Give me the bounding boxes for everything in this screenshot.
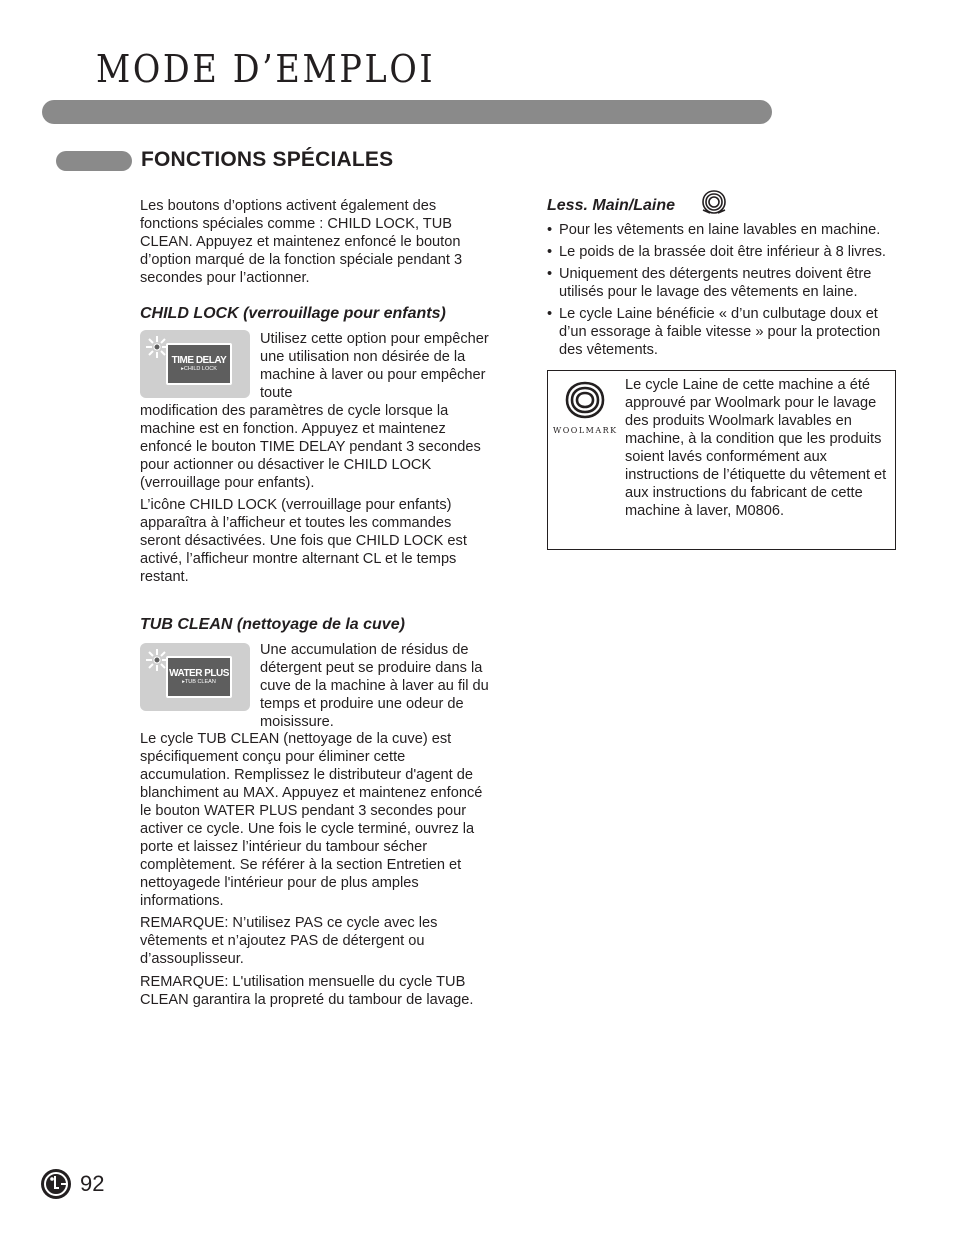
title-bar (42, 100, 772, 124)
time-delay-panel-image (140, 330, 250, 398)
child-lock-heading (140, 305, 446, 323)
time-delay-label: TIME DELAY (171, 355, 227, 366)
tub-clean-remark-2: REMARQUE: L'utilisation mensuelle du cycle TUB CLEAN garantira la propreté du tambour de lavage. (140, 974, 474, 1008)
child-lock-heading-caps: CHILD LOCK (140, 305, 239, 322)
child-lock-heading-rest: (verrouillage pour enfants) (238, 305, 446, 322)
child-lock-sublabel: ▸CHILD LOCK (181, 366, 217, 372)
woolmark-logo-text: WOOLMARK (553, 426, 618, 435)
tub-clean-sublabel: ▸TUB CLEAN (182, 679, 216, 685)
tub-clean-heading-rest: (nettoyage de la cuve) (232, 616, 405, 633)
woolmark-note-box (547, 370, 896, 550)
section-marker (56, 151, 132, 171)
water-plus-label: WATER PLUS (169, 668, 229, 679)
page-number: 92 (80, 1171, 105, 1196)
tub-clean-heading (140, 616, 405, 634)
child-lock-text-beside: Utilisez cette option pour empêcher une utilisation non désirée de la machine à laver ou pour empêcher toute (260, 331, 489, 401)
list-item: • Le cycle Laine bénéficie « d’un culbutage doux et d’un essorage à faible vitesse » pour la protection des vêtements. (547, 305, 907, 359)
woolmark-logo-icon (562, 379, 608, 423)
tub-clean-text-below: Le cycle TUB CLEAN (nettoyage de la cuve) est spécifiquement conçu pour éliminer cette accumulation. Remplissez le distributeur d'agent de blanchiment au MAX. Appuyez et maintenez enfoncé le bouton WATER PLUS pendant 3 secondes pour activer ce cycle. Une fois le cycle terminé, ouvrez la porte et laissez l’intérieur du tambour sécher complètement. Se référer à la section Entretien et nettoyagede l'intérieur pour de plus amples informations. (140, 731, 483, 909)
tub-clean-heading-caps: TUB CLEAN (140, 616, 233, 633)
list-item: • Uniquement des détergents neutres doivent être utilisés pour le lavage des vêtements en laine. (547, 265, 907, 301)
wool-bullet-list (547, 221, 907, 363)
intro-paragraph: Les boutons d’options activent également des fonctions spéciales comme : CHILD LOCK, TUB CLEAN. Appuyez et maintenez enfoncé le bouton d’option marqué de la fonction spéciale pendant 3 secondes pour l’actionner. (140, 198, 463, 286)
child-lock-text-below: modification des paramètres de cycle lorsque la machine est en fonction. Appuyez et maintenez enfoncé le bouton TIME DELAY pendant 3 secondes pour actionner ou désactiver le CHILD LOCK (verrouillage pour enfants). (140, 403, 481, 491)
tub-clean-text-beside: Une accumulation de résidus de détergent peut se produire dans la cuve de la machine à laver au fil du temps et produire une odeur de moisissure. (260, 642, 489, 730)
tub-clean-remark-1: REMARQUE: N’utilisez PAS ce cycle avec les vêtements et n’ajoutez PAS de détergent ou d’assouplisseur. (140, 915, 438, 967)
list-item: • Pour les vêtements en laine lavables en machine. (547, 221, 907, 239)
time-delay-lcd (166, 343, 232, 385)
wool-heading: Less. Main/Laine (547, 197, 676, 214)
list-item: • Le poids de la brassée doit être inférieur à 8 livres. (547, 243, 907, 261)
woolmark-note-text: Le cycle Laine de cette machine a été approuvé par Woolmark pour le lavage des produits Woolmark lavables en machine, à la condition que les produits soient lavés conformément aux instructions de l’étiquette du vêtement et aux instructions du fabricant de cette machine à laver, M0806. (625, 377, 887, 519)
child-lock-icon-text: L’icône CHILD LOCK (verrouillage pour enfants) apparaîtra à l’afficheur et toutes les commandes seront désactivées. Une fois que CHILD LOCK est activé, l’afficheur montre alternant CL et le temps restant. (140, 497, 467, 585)
water-plus-lcd (166, 656, 232, 698)
water-plus-panel-image (140, 643, 250, 711)
page-title: MODE D’EMPLOI (96, 47, 436, 91)
lg-logo-icon (40, 1168, 72, 1200)
wool-icon (700, 188, 728, 216)
section-title: FONCTIONS SPÉCIALES (141, 148, 394, 171)
